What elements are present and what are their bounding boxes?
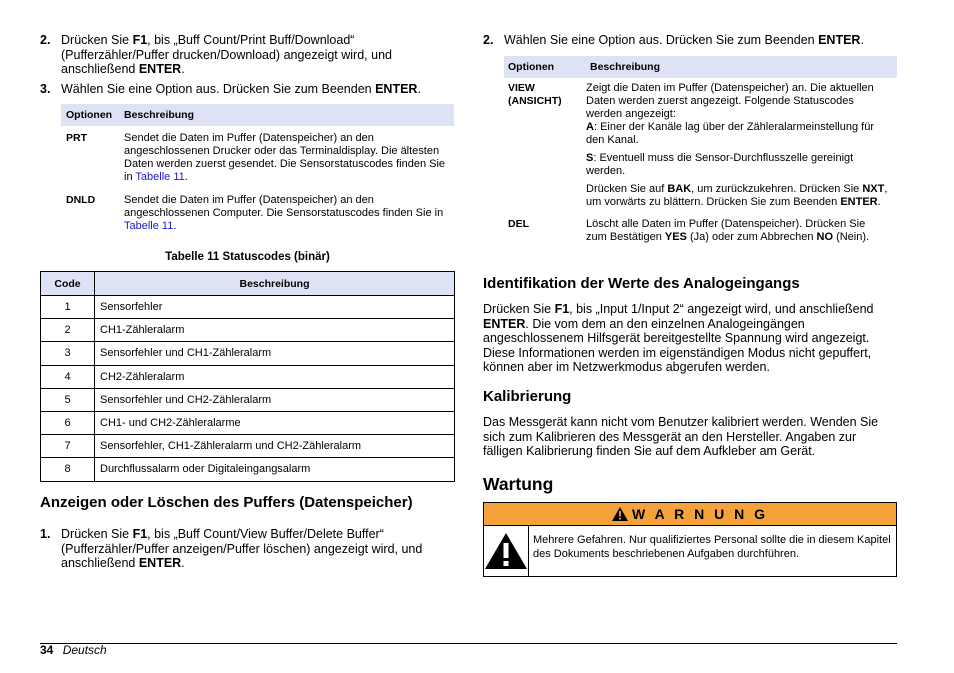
col-code: Code <box>41 272 95 296</box>
page-footer <box>40 643 107 657</box>
warning-triangle-icon <box>612 507 628 521</box>
step-3-left: 3. Wählen Sie eine Option aus. Drücken Sie zum Beenden ENTER. <box>40 82 421 96</box>
option-row-del: DEL Löscht alle Daten im Puffer (Datenspeicher). Drücken Sie zum Bestätigen YES (Ja) oder zum Abbrechen NO (Nein). <box>508 218 870 243</box>
warning-title-bar: W A R N U N G <box>484 503 896 526</box>
footer-language: Deutsch <box>62 643 107 657</box>
col-description: Beschreibung <box>95 272 455 296</box>
hazard-icon <box>484 526 529 576</box>
footer-divider <box>40 643 897 644</box>
table-row: 2 CH1-Zähleralarm <box>41 319 455 342</box>
warning-message: Mehrere Gefahren. Nur qualifiziertes Personal sollte die in diesem Kapitel des Dokuments beschriebenen Aufgaben durchführen. <box>533 534 891 560</box>
table-11-link[interactable]: Tabelle 11 <box>124 220 174 232</box>
heading-buffer: Anzeigen oder Löschen des Puffers (Datenspeicher) <box>40 494 413 511</box>
heading-analog: Identifikation der Werte des Analogeingangs <box>483 275 800 292</box>
option-row-dnld: DNLD Sendet die Daten im Puffer (Datenspeicher) an den angeschlossenen Computer. Die Sensorstatuscodes finden Sie in Tabelle 11. <box>66 194 444 232</box>
options-table-header: Optionen Beschreibung <box>504 56 897 78</box>
heading-calibration: Kalibrierung <box>483 388 572 405</box>
status-table-caption: Tabelle 11 Statuscodes (binär) <box>165 251 330 263</box>
option-row-view: VIEW (ANSICHT) Zeigt die Daten im Puffer (Datenspeicher) an. Die aktuellen Daten werden zuerst angezeigt. Folgende Statuscodes werden angezeigt: A: Einer der Kanäle lag über der Zähleralarmeinstellung für den Kanal. S: Eventuell muss die Sensor-Durchflusszelle gereinigt werden. Drücken Sie auf BAK, um zurückzukehren. Drücken Sie NXT, um vorwärts zu blättern. Drücken Sie zum Beenden ENTER. <box>508 82 888 208</box>
options-table-print <box>61 104 454 233</box>
heading-wartung: Wartung <box>483 474 554 494</box>
warning-box <box>483 502 897 577</box>
option-row-prt: PRT Sendet die Daten im Puffer (Datenspeicher) an den angeschlossenen Drucker oder das Terminaldisplay. Die ältesten Daten werden zuerst gesendet. Die Sensorstatuscodes finden Sie in Tabelle 11. <box>66 132 446 183</box>
step-1-left: 1. Drücken Sie F1, bis „Buff Count/View Buffer/Delete Buffer“ (Pufferzähler/Puffer anzeigen/Puffer löschen) angezeigt wird, und anschließend ENTER. <box>40 527 423 570</box>
step-2-right: 2. Wählen Sie eine Option aus. Drücken Sie zum Beenden ENTER. <box>483 33 864 47</box>
analog-paragraph: Drücken Sie F1, bis „Input 1/Input 2“ angezeigt wird, und anschließend ENTER. Die vom dem an den einzelnen Analogeingängen angeschlossenem Hilfsgerät bereitgestellte Spannung wird angezeigt. Diese Informationen werden im eigenständigen Modus nicht gepuffert, können aber im Netzwerkmodus abgerufen werden. <box>483 302 874 375</box>
table-row: 4 CH2-Zähleralarm <box>41 365 455 388</box>
table-row: 8 Durchflussalarm oder Digitaleingangsalarm <box>41 458 455 481</box>
step-2-left: 2. Drücken Sie F1, bis „Buff Count/Print Buff/Download“ (Pufferzähler/Puffer drucken/Download) angezeigt wird, und anschließend ENTER. <box>40 33 392 76</box>
table-11-link[interactable]: Tabelle 11 <box>135 171 185 183</box>
calibration-paragraph: Das Messgerät kann nicht vom Benutzer kalibriert werden. Wenden Sie sich zum Kalibrieren des Messgerät an den Hersteller. Angaben zur fälligen Kalibrierung finden Sie auf dem Aufkleber am Gerät. <box>483 415 879 459</box>
table-header-row <box>41 272 455 296</box>
options-table-view <box>504 56 897 244</box>
table-row: 1 Sensorfehler <box>41 296 455 319</box>
page-number: 34 <box>40 643 54 657</box>
table-row: 3 Sensorfehler und CH1-Zähleralarm <box>41 342 455 365</box>
table-row: 5 Sensorfehler und CH2-Zähleralarm <box>41 388 455 411</box>
options-table-header: Optionen Beschreibung <box>61 104 454 126</box>
status-codes-table <box>40 271 455 482</box>
table-row: 6 CH1- und CH2-Zähleralarme <box>41 411 455 434</box>
table-row: 7 Sensorfehler, CH1-Zähleralarm und CH2-Zähleralarm <box>41 435 455 458</box>
